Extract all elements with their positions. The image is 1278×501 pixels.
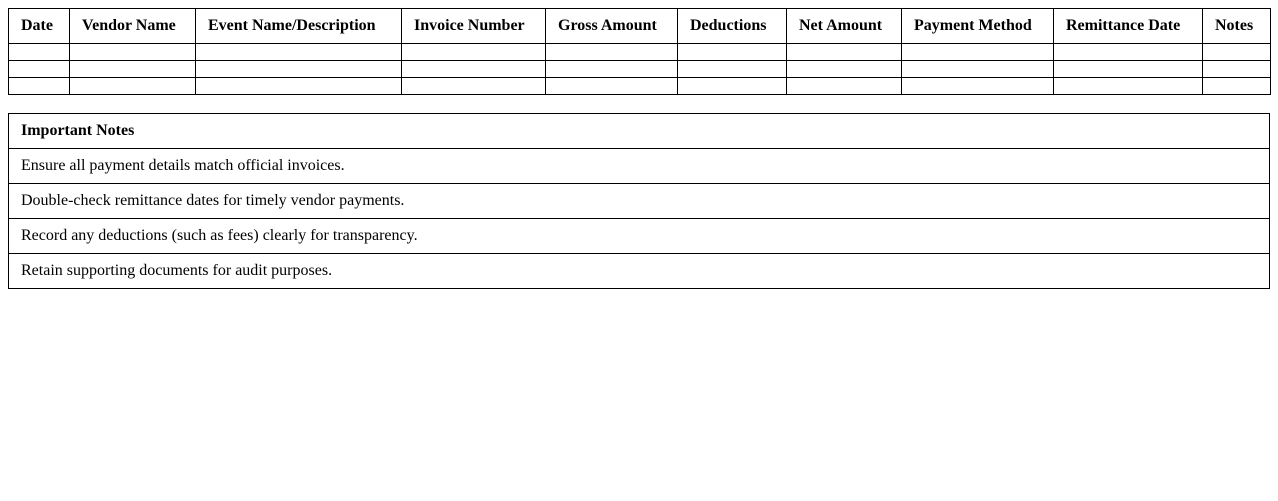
note-row — [9, 184, 1270, 219]
column-header-notes: Notes — [1203, 9, 1271, 44]
table-cell — [402, 44, 546, 61]
table-cell — [1054, 78, 1203, 95]
column-header-deductions: Deductions — [678, 9, 787, 44]
column-header-payment-method: Payment Method — [902, 9, 1054, 44]
table-cell — [196, 61, 402, 78]
table-cell — [546, 44, 678, 61]
note-item: Ensure all payment details match official invoices. — [9, 149, 1270, 184]
table-cell — [787, 44, 902, 61]
table-cell — [787, 78, 902, 95]
column-header-event-description: Event Name/Description — [196, 9, 402, 44]
table-cell — [402, 61, 546, 78]
table-cell — [1054, 44, 1203, 61]
table-cell — [196, 44, 402, 61]
table-cell — [1203, 61, 1271, 78]
note-item: Double-check remittance dates for timely vendor payments. — [9, 184, 1270, 219]
column-header-gross-amount: Gross Amount — [546, 9, 678, 44]
table-cell — [902, 78, 1054, 95]
note-row — [9, 149, 1270, 184]
column-header-remittance-date: Remittance Date — [1054, 9, 1203, 44]
important-notes-table — [8, 113, 1270, 289]
table-cell — [9, 78, 70, 95]
table-cell — [546, 78, 678, 95]
column-header-invoice-number: Invoice Number — [402, 9, 546, 44]
table-cell — [678, 61, 787, 78]
table-cell — [9, 44, 70, 61]
table-cell — [196, 78, 402, 95]
note-item: Record any deductions (such as fees) clearly for transparency. — [9, 219, 1270, 254]
table-header-row — [9, 9, 1271, 44]
table-cell — [70, 44, 196, 61]
table-cell — [902, 44, 1054, 61]
notes-header-row — [9, 114, 1270, 149]
column-header-vendor-name: Vendor Name — [70, 9, 196, 44]
table-row — [9, 61, 1271, 78]
note-item: Retain supporting documents for audit purposes. — [9, 254, 1270, 289]
table-cell — [678, 44, 787, 61]
table-cell — [70, 78, 196, 95]
table-cell — [787, 61, 902, 78]
column-header-net-amount: Net Amount — [787, 9, 902, 44]
table-row — [9, 44, 1271, 61]
payment-ledger-table — [8, 8, 1271, 95]
table-cell — [546, 61, 678, 78]
table-cell — [70, 61, 196, 78]
table-cell — [1203, 44, 1271, 61]
table-cell — [902, 61, 1054, 78]
notes-title: Important Notes — [9, 114, 1270, 149]
column-header-date: Date — [9, 9, 70, 44]
table-cell — [678, 78, 787, 95]
table-cell — [1203, 78, 1271, 95]
table-cell — [9, 61, 70, 78]
note-row — [9, 254, 1270, 289]
table-cell — [1054, 61, 1203, 78]
note-row — [9, 219, 1270, 254]
table-cell — [402, 78, 546, 95]
table-row — [9, 78, 1271, 95]
